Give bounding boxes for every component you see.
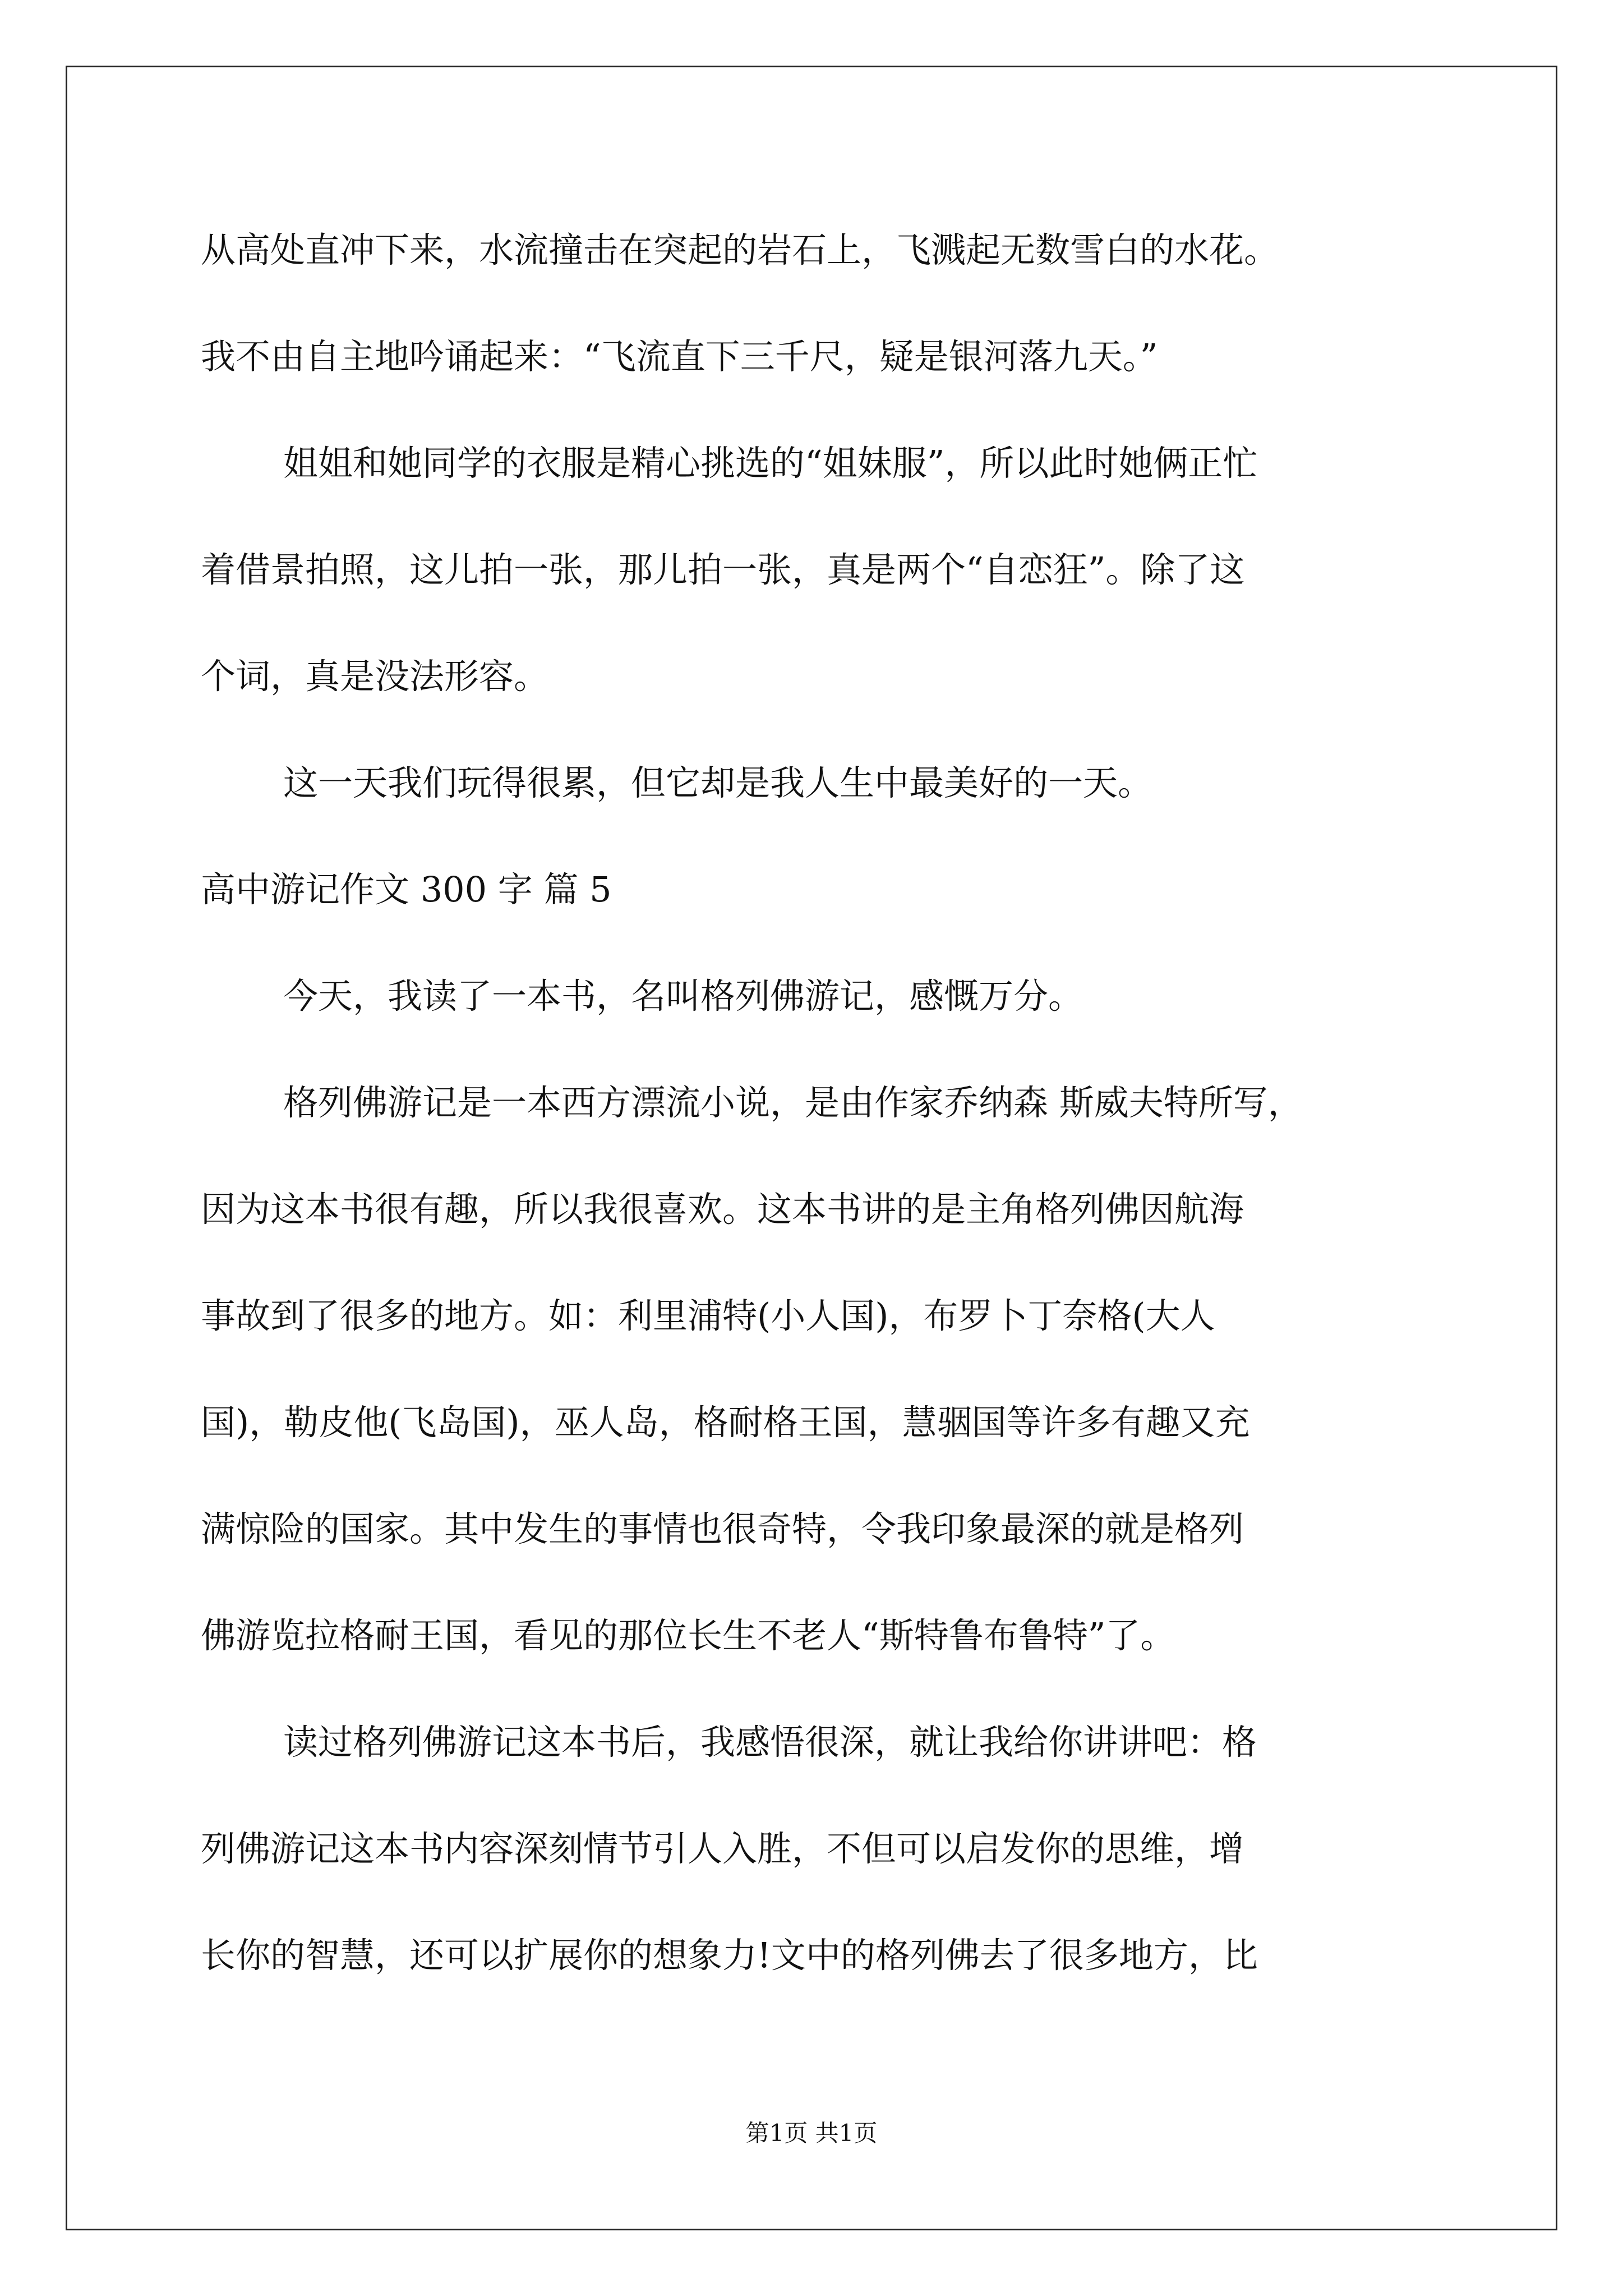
text-line-16: 列佛游记这本书内容深刻情节引人入胜，不但可以启发你的思维，增 <box>201 1828 1244 1869</box>
paragraph-start-line-8: 今天，我读了一本书，名叫格列佛游记，感慨万分。 <box>283 976 1083 1016</box>
paragraph-start-line-9: 格列佛游记是一本西方漂流小说，是由作家乔纳森 斯威夫特所写， <box>283 1082 1303 1123</box>
text-line-1: 从高处直冲下来，水流撞击在突起的岩石上，飞溅起无数雪白的水花。 <box>201 229 1279 270</box>
paragraph-start-line-3: 姐姐和她同学的衣服是精心挑选的“姐妹服”，所以此时她俩正忙 <box>283 443 1258 484</box>
text-line-4: 着借景拍照，这儿拍一张，那儿拍一张，真是两个“自恋狂”。除了这 <box>201 549 1245 590</box>
section-heading: 高中游记作文 300 字 篇 5 <box>201 869 612 910</box>
text-line-13: 满惊险的国家。其中发生的事情也很奇特，令我印象最深的就是格列 <box>201 1508 1244 1549</box>
text-line-2: 我不由自主地吟诵起来：“飞流直下三千尺，疑是银河落九天。” <box>201 336 1158 377</box>
page-footer: 第1页 共1页 <box>745 2119 878 2147</box>
paragraph-start-line-6: 这一天我们玩得很累，但它却是我人生中最美好的一天。 <box>283 762 1153 803</box>
text-line-12: 国)，勒皮他(飞岛国)，巫人岛，格耐格王国，慧骃国等许多有趣又充 <box>201 1402 1250 1443</box>
text-line-11: 事故到了很多的地方。如：利里浦特(小人国)，布罗卜丁奈格(大人 <box>201 1295 1215 1336</box>
text-line-5: 个词，真是没法形容。 <box>201 656 549 697</box>
text-line-10: 因为这本书很有趣，所以我很喜欢。这本书讲的是主角格列佛因航海 <box>201 1189 1244 1230</box>
text-line-14: 佛游览拉格耐王国，看见的那位长生不老人“斯特鲁布鲁特”了。 <box>201 1615 1175 1656</box>
paragraph-start-line-15: 读过格列佛游记这本书后，我感悟很深，就让我给你讲讲吧：格 <box>283 1722 1257 1763</box>
text-line-17: 长你的智慧，还可以扩展你的想象力!文中的格列佛去了很多地方，比 <box>201 1935 1258 1976</box>
page-border <box>66 66 1557 2230</box>
